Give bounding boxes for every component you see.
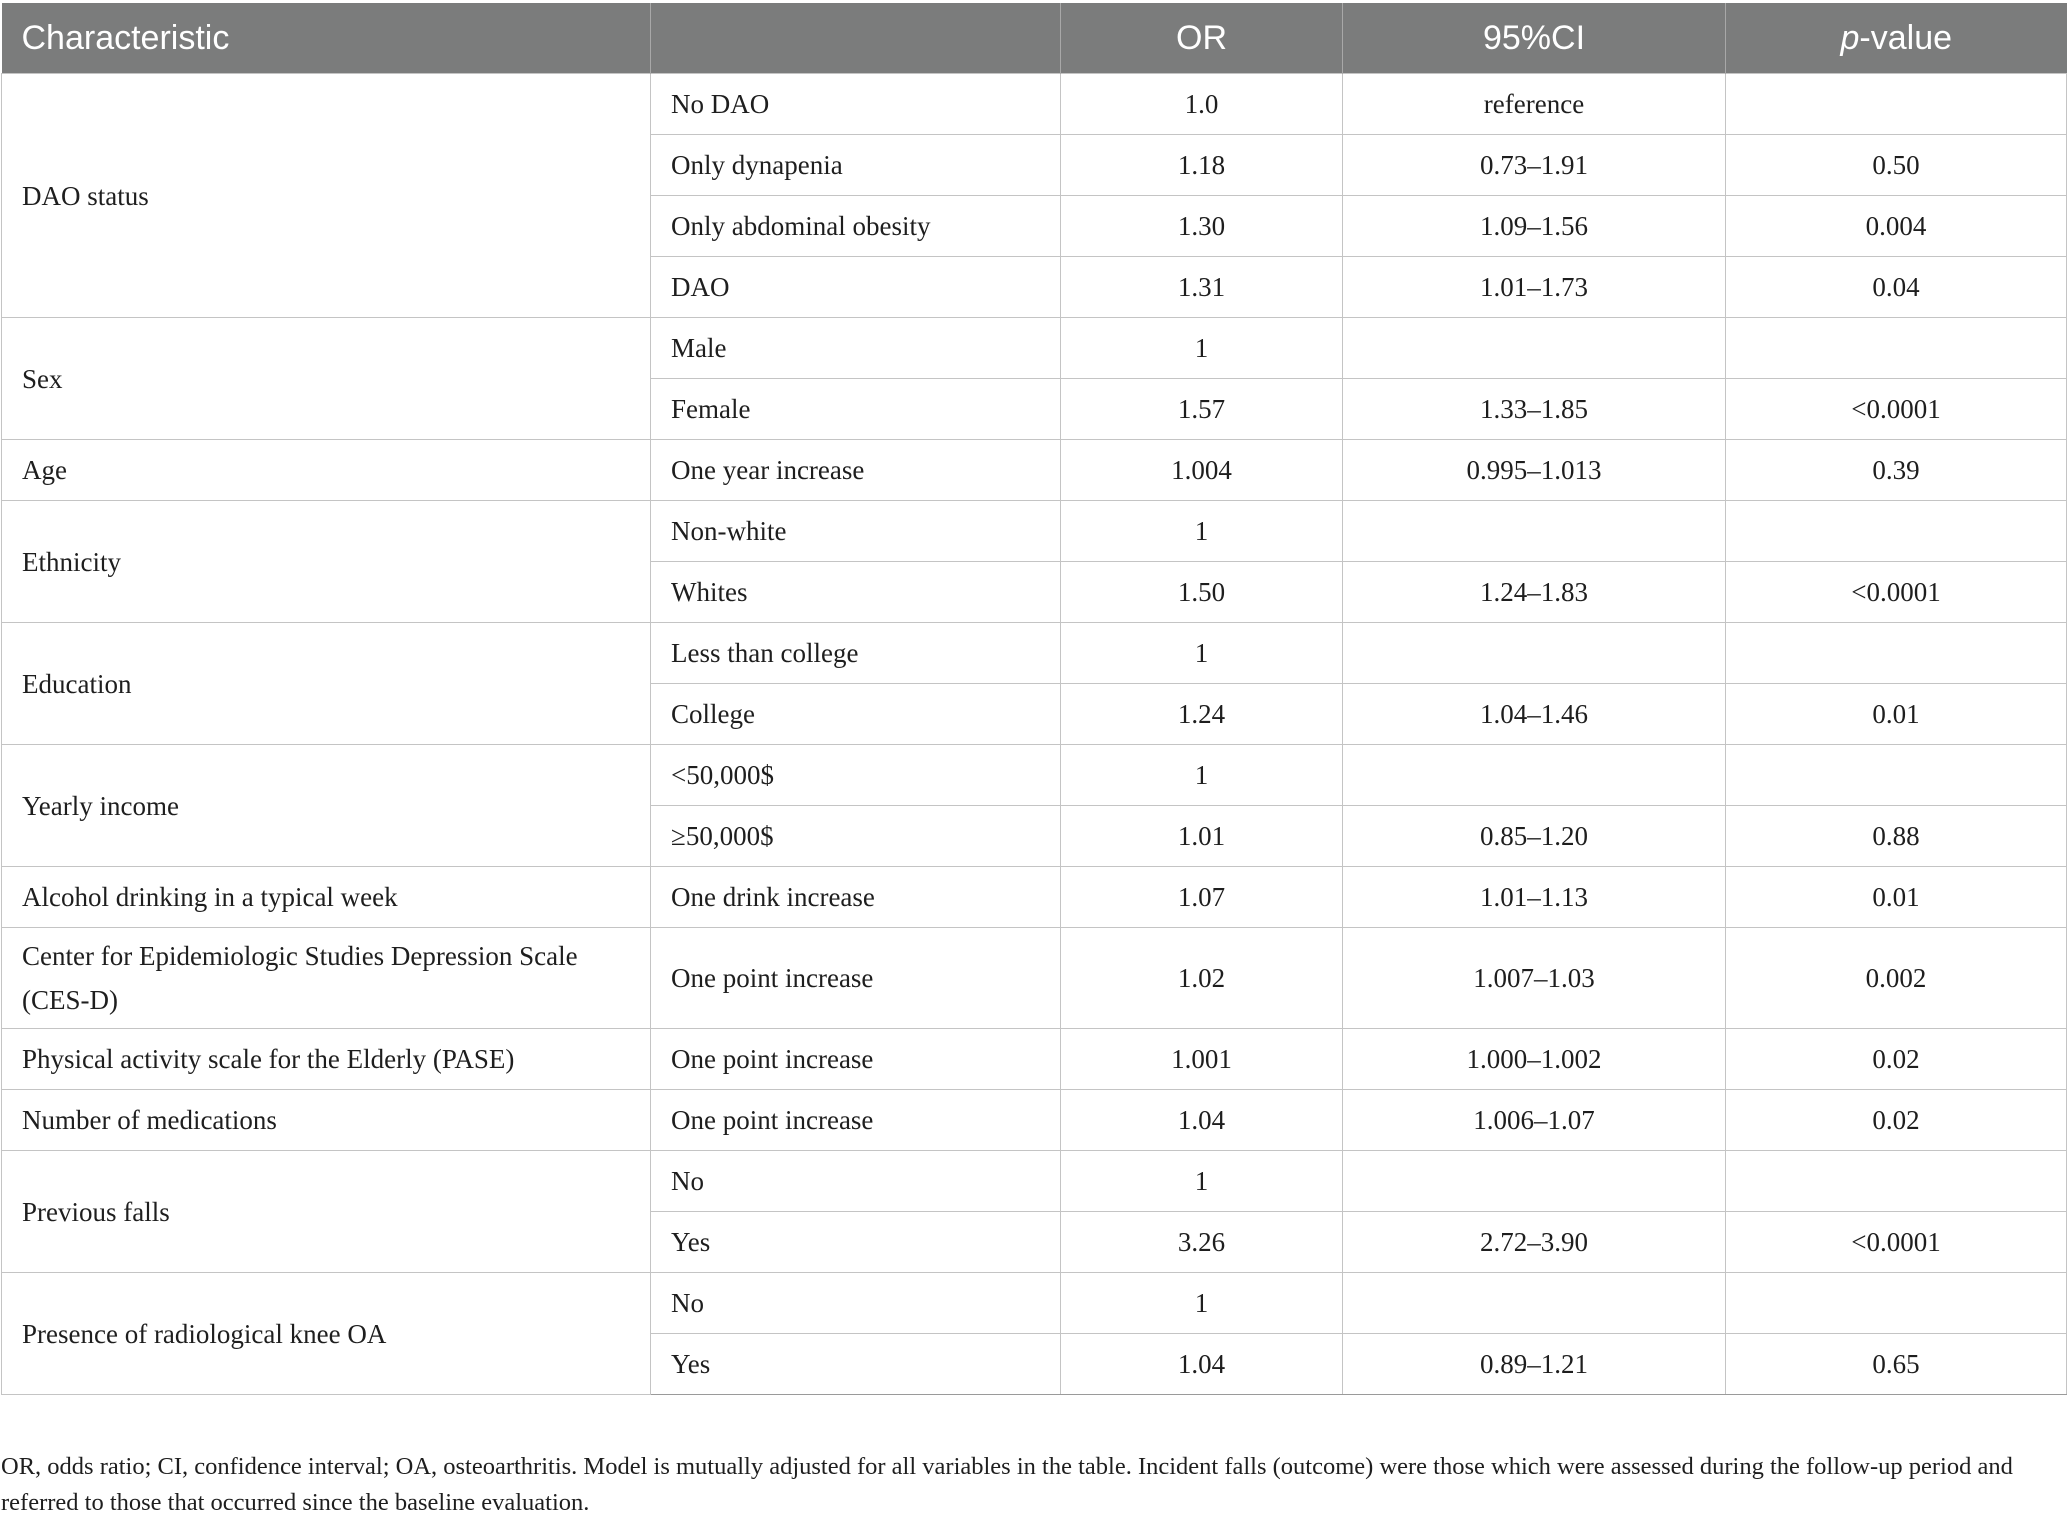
ci-cell: 2.72–3.90 [1343,1212,1726,1273]
characteristic-cell: Age [2,440,651,501]
ci-cell: 1.01–1.73 [1343,257,1726,318]
subgroup-cell: No [651,1273,1061,1334]
characteristic-cell: Center for Epidemiologic Studies Depression Scale (CES-D) [2,928,651,1029]
table-row [2,1029,2067,1090]
characteristic-cell: Number of medications [2,1090,651,1151]
or-cell: 1.24 [1061,684,1343,745]
characteristic-cell: Previous falls [2,1151,651,1273]
subgroup-cell: Male [651,318,1061,379]
characteristic-cell: Physical activity scale for the Elderly (PASE) [2,1029,651,1090]
or-cell: 1.50 [1061,562,1343,623]
ci-cell: 1.007–1.03 [1343,928,1726,1029]
p-value-cell: 0.88 [1726,806,2067,867]
p-value-cell [1726,501,2067,562]
ci-cell: 1.24–1.83 [1343,562,1726,623]
p-value-cell: 0.01 [1726,867,2067,928]
characteristic-cell: Ethnicity [2,501,651,623]
subgroup-cell: Female [651,379,1061,440]
ci-cell: 1.006–1.07 [1343,1090,1726,1151]
header-row [2,3,2067,74]
p-value-cell: 0.02 [1726,1029,2067,1090]
subgroup-cell: College [651,684,1061,745]
subgroup-cell: One point increase [651,928,1061,1029]
characteristic-cell: Yearly income [2,745,651,867]
p-value-cell: <0.0001 [1726,562,2067,623]
subgroup-cell: <50,000$ [651,745,1061,806]
ci-cell [1343,745,1726,806]
p-value-cell: <0.0001 [1726,1212,2067,1273]
ci-cell [1343,318,1726,379]
ci-cell: 0.89–1.21 [1343,1334,1726,1395]
header-p-rest: -value [1859,18,1953,57]
p-value-cell: 0.04 [1726,257,2067,318]
table-row [2,745,2067,806]
or-cell: 1.01 [1061,806,1343,867]
header-characteristic: Characteristic [2,3,651,74]
or-cell: 3.26 [1061,1212,1343,1273]
subgroup-cell: Whites [651,562,1061,623]
or-cell: 1.04 [1061,1090,1343,1151]
or-cell: 1 [1061,623,1343,684]
ci-cell: reference [1343,74,1726,135]
subgroup-cell: Yes [651,1334,1061,1395]
subgroup-cell: Only abdominal obesity [651,196,1061,257]
header-ci: 95%CI [1343,3,1726,74]
table-row [2,867,2067,928]
or-cell: 1.02 [1061,928,1343,1029]
table-row [2,501,2067,562]
table-row [2,318,2067,379]
subgroup-cell: DAO [651,257,1061,318]
p-value-cell: 0.01 [1726,684,2067,745]
or-cell: 1.31 [1061,257,1343,318]
or-cell: 1.30 [1061,196,1343,257]
p-value-cell [1726,1273,2067,1334]
header-or: OR [1061,3,1343,74]
subgroup-cell: Non-white [651,501,1061,562]
characteristic-cell: Presence of radiological knee OA [2,1273,651,1395]
p-value-cell: 0.39 [1726,440,2067,501]
or-cell: 1.07 [1061,867,1343,928]
ci-cell: 0.85–1.20 [1343,806,1726,867]
or-cell: 1.04 [1061,1334,1343,1395]
characteristic-cell: Sex [2,318,651,440]
or-cell: 1 [1061,501,1343,562]
subgroup-cell: One drink increase [651,867,1061,928]
subgroup-cell: Yes [651,1212,1061,1273]
ci-cell [1343,623,1726,684]
subgroup-cell: No [651,1151,1061,1212]
ci-cell: 0.73–1.91 [1343,135,1726,196]
results-table [1,3,2067,1395]
ci-cell: 1.000–1.002 [1343,1029,1726,1090]
or-cell: 1 [1061,745,1343,806]
table-row [2,623,2067,684]
table-row [2,440,2067,501]
p-value-cell [1726,74,2067,135]
ci-cell [1343,1273,1726,1334]
subgroup-cell: Less than college [651,623,1061,684]
ci-cell: 1.33–1.85 [1343,379,1726,440]
ci-cell: 1.04–1.46 [1343,684,1726,745]
subgroup-cell: One year increase [651,440,1061,501]
table-footnote: OR, odds ratio; CI, confidence interval; OA, osteoarthritis. Model is mutually adjusted for all variables in the table. Incident falls (outcome) were those which were assessed during the follow-up period and referred to those that occurred since the baseline evaluation. [1,1453,2013,1516]
or-cell: 1 [1061,1273,1343,1334]
p-value-cell [1726,1151,2067,1212]
p-value-cell: 0.65 [1726,1334,2067,1395]
characteristic-cell: DAO status [2,74,651,318]
or-cell: 1.004 [1061,440,1343,501]
table-row [2,74,2067,135]
p-value-cell [1726,318,2067,379]
ci-cell: 0.995–1.013 [1343,440,1726,501]
subgroup-cell: ≥50,000$ [651,806,1061,867]
p-value-cell: 0.02 [1726,1090,2067,1151]
table-body [2,74,2067,1395]
or-cell: 1 [1061,318,1343,379]
table-header [2,3,2067,74]
or-cell: 1 [1061,1151,1343,1212]
ci-cell [1343,501,1726,562]
or-cell: 1.18 [1061,135,1343,196]
p-value-cell: 0.50 [1726,135,2067,196]
subgroup-cell: One point increase [651,1090,1061,1151]
ci-cell: 1.01–1.13 [1343,867,1726,928]
subgroup-cell: No DAO [651,74,1061,135]
or-cell: 1.57 [1061,379,1343,440]
table-row [2,1151,2067,1212]
table-row [2,928,2067,1029]
table-row [2,1273,2067,1334]
or-cell: 1.001 [1061,1029,1343,1090]
ci-cell: 1.09–1.56 [1343,196,1726,257]
header-subgroup [651,3,1061,74]
p-value-cell: <0.0001 [1726,379,2067,440]
characteristic-cell: Education [2,623,651,745]
table-row [2,1090,2067,1151]
header-p-italic: p [1840,18,1860,57]
characteristic-cell: Alcohol drinking in a typical week [2,867,651,928]
or-cell: 1.0 [1061,74,1343,135]
subgroup-cell: One point increase [651,1029,1061,1090]
p-value-cell: 0.002 [1726,928,2067,1029]
p-value-cell [1726,623,2067,684]
p-value-cell: 0.004 [1726,196,2067,257]
subgroup-cell: Only dynapenia [651,135,1061,196]
header-p-value [1726,3,2067,74]
p-value-cell [1726,745,2067,806]
ci-cell [1343,1151,1726,1212]
